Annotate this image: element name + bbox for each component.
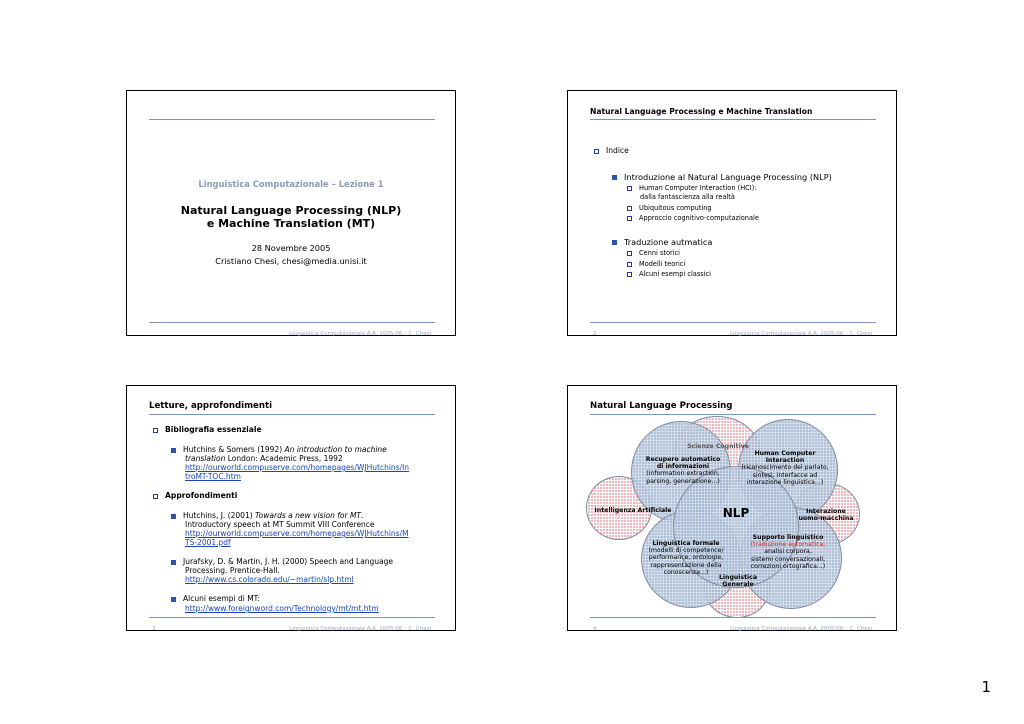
label-recupero: Recupero automatico di informazioni (information extraction, parsing, generazione...) — [645, 456, 721, 485]
bullet-square-icon — [627, 262, 632, 267]
bullet-filled-icon — [171, 597, 176, 602]
title-line-2: e Machine Translation (MT) — [206, 217, 376, 230]
top-rule — [590, 119, 876, 120]
section-2: Traduzione autmatica — [612, 237, 712, 247]
top-rule — [149, 119, 435, 120]
bullet-filled-icon — [612, 240, 617, 245]
venn-diagram — [568, 386, 896, 630]
slide-index: Natural Language Processing e Machine Translation Indice Introduzione al Natural Language Processing (NLP) Human Computer Interaction (HCI): dalla fantascienza alla realtà Ubiquitous computing Approccio cognitivo-computazionale Traduzione autmatica Cenni storici Modelli teorici Alcuni esempi classici 2 Linguistica Computazionale A.A. 2005-06 – C. Chesi — [567, 90, 897, 336]
label-interazione: Interazione uomo-macchina — [798, 508, 854, 523]
ref-1-link[interactable]: http://ourworld.compuserve.com/homepages/WJHutchins/In — [185, 463, 410, 472]
biblio-heading: Bibliografia essenziale — [153, 425, 262, 434]
bullet-square-icon — [627, 272, 632, 277]
s2-item-3: Alcuni esempi classici — [627, 270, 711, 278]
bottom-rule — [149, 322, 435, 323]
slide-title: Natural Language Processing e Machine Translation — [590, 107, 813, 116]
bottom-rule — [590, 617, 876, 618]
ref-1: Hutchins & Somers (1992) An introduction to machine — [171, 445, 387, 454]
ref-1-line2: translation London: Academic Press, 1992 — [185, 454, 343, 463]
ref-3-line2: Processing. Prentice-Hall. — [185, 566, 280, 575]
bullet-square-icon — [627, 251, 632, 256]
ref-4-link[interactable]: http://www.foreignword.com/Technology/mt/mt.htm — [185, 604, 379, 613]
ref-3: Jurafsky, D. & Martin, J. H. (2000) Speech and Language — [171, 557, 393, 566]
s1-item-2: Ubiquitous computing — [627, 204, 712, 212]
bullet-filled-icon — [171, 448, 176, 453]
label-linguistica-formale: Linguistica formale (modelli di competence/ performance, ontologie, rappresentazione della conoscenza...) — [648, 540, 724, 576]
s1-item-3: Approccio cognitivo-computazionale — [627, 214, 759, 222]
slide-title: Letture, approfondimenti — [149, 401, 273, 411]
date: 28 Novembre 2005 — [251, 243, 331, 253]
slide-title: Natural Language Processing — [590, 401, 733, 411]
bullet-square-icon — [153, 494, 158, 499]
ref-1-link-cont[interactable]: troMT-TOC.htm — [185, 472, 241, 481]
ref-2-line2: Introductory speech at MT Summit VIII Conference — [185, 520, 375, 529]
bullet-filled-icon — [171, 560, 176, 565]
lesson-subtitle: Linguistica Computazionale – Lezione 1 — [198, 179, 384, 189]
label-linguistica-generale: Linguistica Generale — [718, 574, 758, 589]
label-nlp: NLP — [722, 506, 750, 520]
slide-readings: Letture, approfondimenti Bibliografia essenziale Hutchins & Somers (1992) An introduction to machine translation London: Academic Press, 1992 http://ourworld.compuserve.com/homepages/WJHutchins/In troMT-TOC.htm Approfondimenti Hutchins, J. (2001) Towards a new vision for MT. Introductory speech at MT Summit VIII Conference http://ourworld.compuserve.com/homepages/WJHutchins/M TS-2001.pdf Jurafsky, D. & Martin, J. H. (2000) Speech and Language Processing. Prentice-Hall. http://www.cs.colorado.edu/~martin/slp.html Alcuni esempi di MT: http://www.foreignword.com/Technology/mt/mt.htm 3 Linguistica Computazionale A.A. 2005-06 – C. Chesi — [126, 385, 456, 631]
author: Cristiano Chesi, chesi@media.unisi.it — [215, 256, 367, 266]
ref-2-link-cont[interactable]: TS-2001.pdf — [185, 538, 231, 547]
ref-4: Alcuni esempi di MT: — [171, 594, 260, 603]
ref-3-link[interactable]: http://www.cs.colorado.edu/~martin/slp.html — [185, 575, 354, 584]
label-scienze: Scienze Cognitive — [687, 443, 749, 450]
s2-item-2: Modelli teorici — [627, 260, 685, 268]
bottom-rule — [149, 617, 435, 618]
approf-heading: Approfondimenti — [153, 491, 237, 500]
ref-2: Hutchins, J. (2001) Towards a new vision for MT. — [171, 511, 363, 520]
index-heading: Indice — [594, 146, 629, 155]
s2-item-1: Cenni storici — [627, 249, 680, 257]
bullet-square-icon — [627, 206, 632, 211]
bullet-square-icon — [627, 216, 632, 221]
section-1: Introduzione al Natural Language Processing (NLP) — [612, 172, 832, 182]
s1-item-1: Human Computer Interaction (HCI): — [627, 184, 757, 192]
bullet-filled-icon — [612, 175, 617, 180]
top-rule — [149, 414, 435, 415]
bullet-square-icon — [153, 428, 158, 433]
bullet-square-icon — [627, 186, 632, 191]
title-line-1: Natural Language Processing (NLP) — [180, 204, 402, 217]
label-hci: Human Computer Interaction (riconoscimento del parlato, sintesi, interfacce ad interazione linguistica...) — [741, 450, 829, 486]
bullet-filled-icon — [171, 514, 176, 519]
s1-item-1b: dalla fantascienza alla realtà — [640, 193, 735, 201]
bullet-square-icon — [594, 149, 599, 154]
label-ia: Intelligenza Artificiale — [594, 507, 672, 514]
bottom-rule — [590, 322, 876, 323]
slide-nlp-diagram: Natural Language Processing NLP Scienze Cognitive Recupero automatico di informazioni (information extraction, parsing, generazione...) Human Computer Interaction (riconoscimento del parlato, sintesi, interfacce ad interazione linguistica...) Intelligenza Artificiale Interazione uomo-macchina Linguistica formale (modelli di competence/ performance, ontologie, rappresentazione della conoscenza...) Supporto linguistico (traduzione automatica, analisi corpora, sistemi conversazionali, correzioni ortografica...) Linguistica Generale 4 Linguistica Computazionale A.A. 2005-06 – C. Chesi — [567, 385, 897, 631]
label-supporto: Supporto linguistico (traduzione automatica, analisi corpora, sistemi conversazionali, correzioni ortografica...) — [750, 534, 826, 570]
slide-title: Linguistica Computazionale – Lezione 1 Natural Language Processing (NLP) e Machine Translation (MT) 28 Novembre 2005 Cristiano Chesi, chesi@media.unisi.it Linguistica Computazionale A.A. 2005-06 – C. Chesi — [126, 90, 456, 336]
ref-2-link[interactable]: http://ourworld.compuserve.com/homepages/WJHutchins/M — [185, 529, 409, 538]
page-number: 1 — [981, 678, 991, 696]
